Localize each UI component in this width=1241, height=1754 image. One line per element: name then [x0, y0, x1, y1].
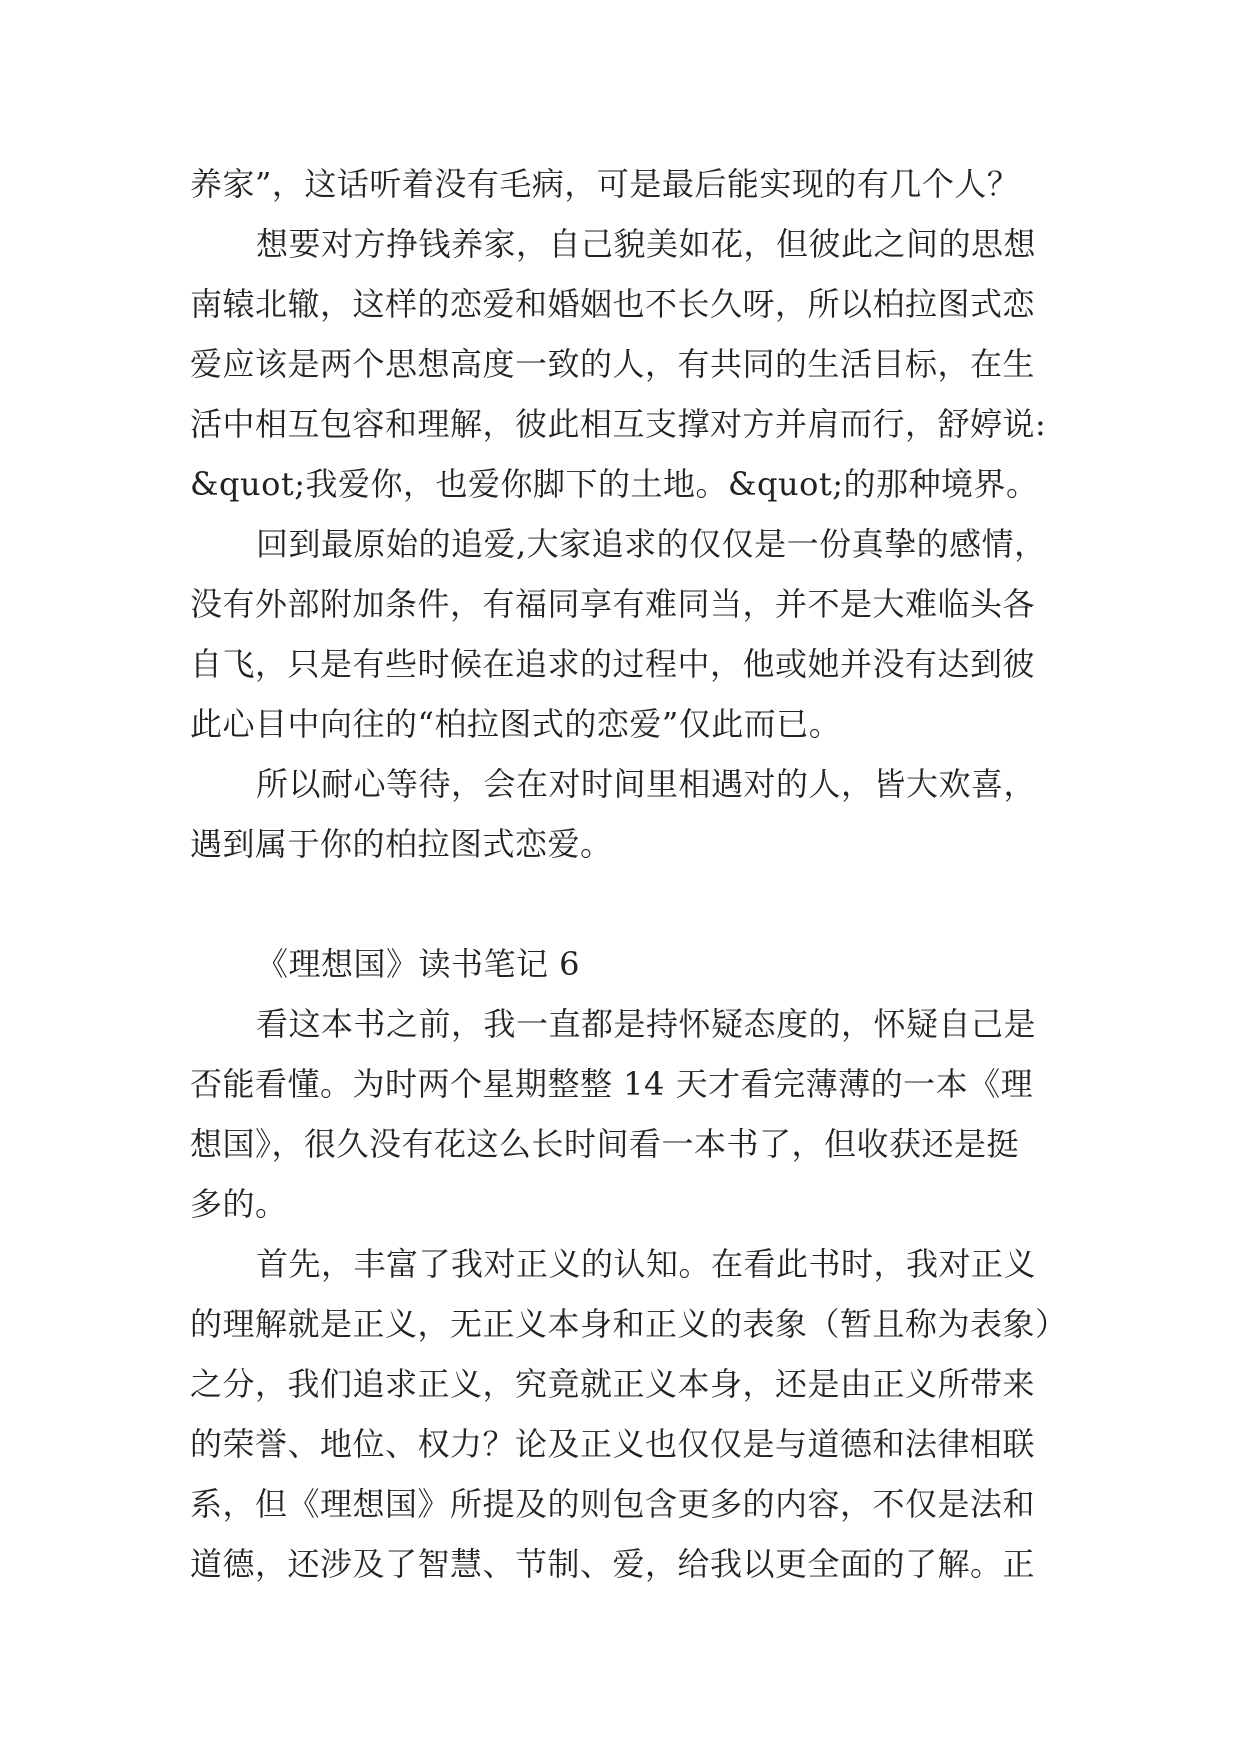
text-line: 养家”，这话听着没有毛病，可是最后能实现的有几个人？ — [190, 165, 1020, 203]
text-line: 活中相互包容和理解，彼此相互支撑对方并肩而行，舒婷说: — [190, 405, 1047, 443]
text-line: 爱应该是两个思想高度一致的人，有共同的生活目标，在生 — [190, 345, 1036, 383]
paragraph-start-line: 首先，丰富了我对正义的认知。在看此书时，我对正义 — [256, 1245, 1037, 1283]
text-line: &quot;我爱你，也爱你脚下的土地。&quot;的那种境界。 — [190, 465, 1039, 503]
text-line: 的理解就是正义，无正义本身和正义的表象（暂且称为表象） — [190, 1305, 1068, 1343]
text-line: 否能看懂。为时两个星期整整 14 天才看完薄薄的一本《理 — [190, 1065, 1034, 1103]
text-line: 想国》，很久没有花这么长时间看一本书了，但收获还是挺 — [190, 1125, 1020, 1163]
text-line: 道德，还涉及了智慧、节制、爱，给我以更全面的了解。正 — [190, 1545, 1036, 1583]
paragraph-start-line: 看这本书之前，我一直都是持怀疑态度的，怀疑自己是 — [256, 1005, 1037, 1043]
text-line: 南辕北辙，这样的恋爱和婚姻也不长久呀，所以柏拉图式恋 — [190, 285, 1036, 323]
paragraph-start-line: 回到最原始的追爱,大家追求的仅仅是一份真挚的感情， — [256, 525, 1047, 563]
paragraph-start-line: 想要对方挣钱养家，自己貌美如花，但彼此之间的思想 — [256, 225, 1037, 263]
text-line: 没有外部附加条件，有福同享有难同当，并不是大难临头各 — [190, 585, 1036, 623]
text-line: 自飞，只是有些时候在追求的过程中，他或她并没有达到彼 — [190, 645, 1036, 683]
text-line: 遇到属于你的柏拉图式恋爱。 — [190, 825, 613, 863]
section-heading: 《理想国》读书笔记 6 — [256, 945, 581, 983]
text-line: 的荣誉、地位、权力？论及正义也仅仅是与道德和法律相联 — [190, 1425, 1036, 1463]
text-line: 系，但《理想国》所提及的则包含更多的内容，不仅是法和 — [190, 1485, 1036, 1523]
text-line: 之分，我们追求正义，究竟就正义本身，还是由正义所带来 — [190, 1365, 1036, 1403]
paragraph-start-line: 所以耐心等待，会在对时间里相遇对的人，皆大欢喜， — [256, 765, 1037, 803]
text-line: 此心目中向往的“柏拉图式的恋爱”仅此而已。 — [190, 705, 842, 743]
text-line: 多的。 — [190, 1185, 288, 1223]
